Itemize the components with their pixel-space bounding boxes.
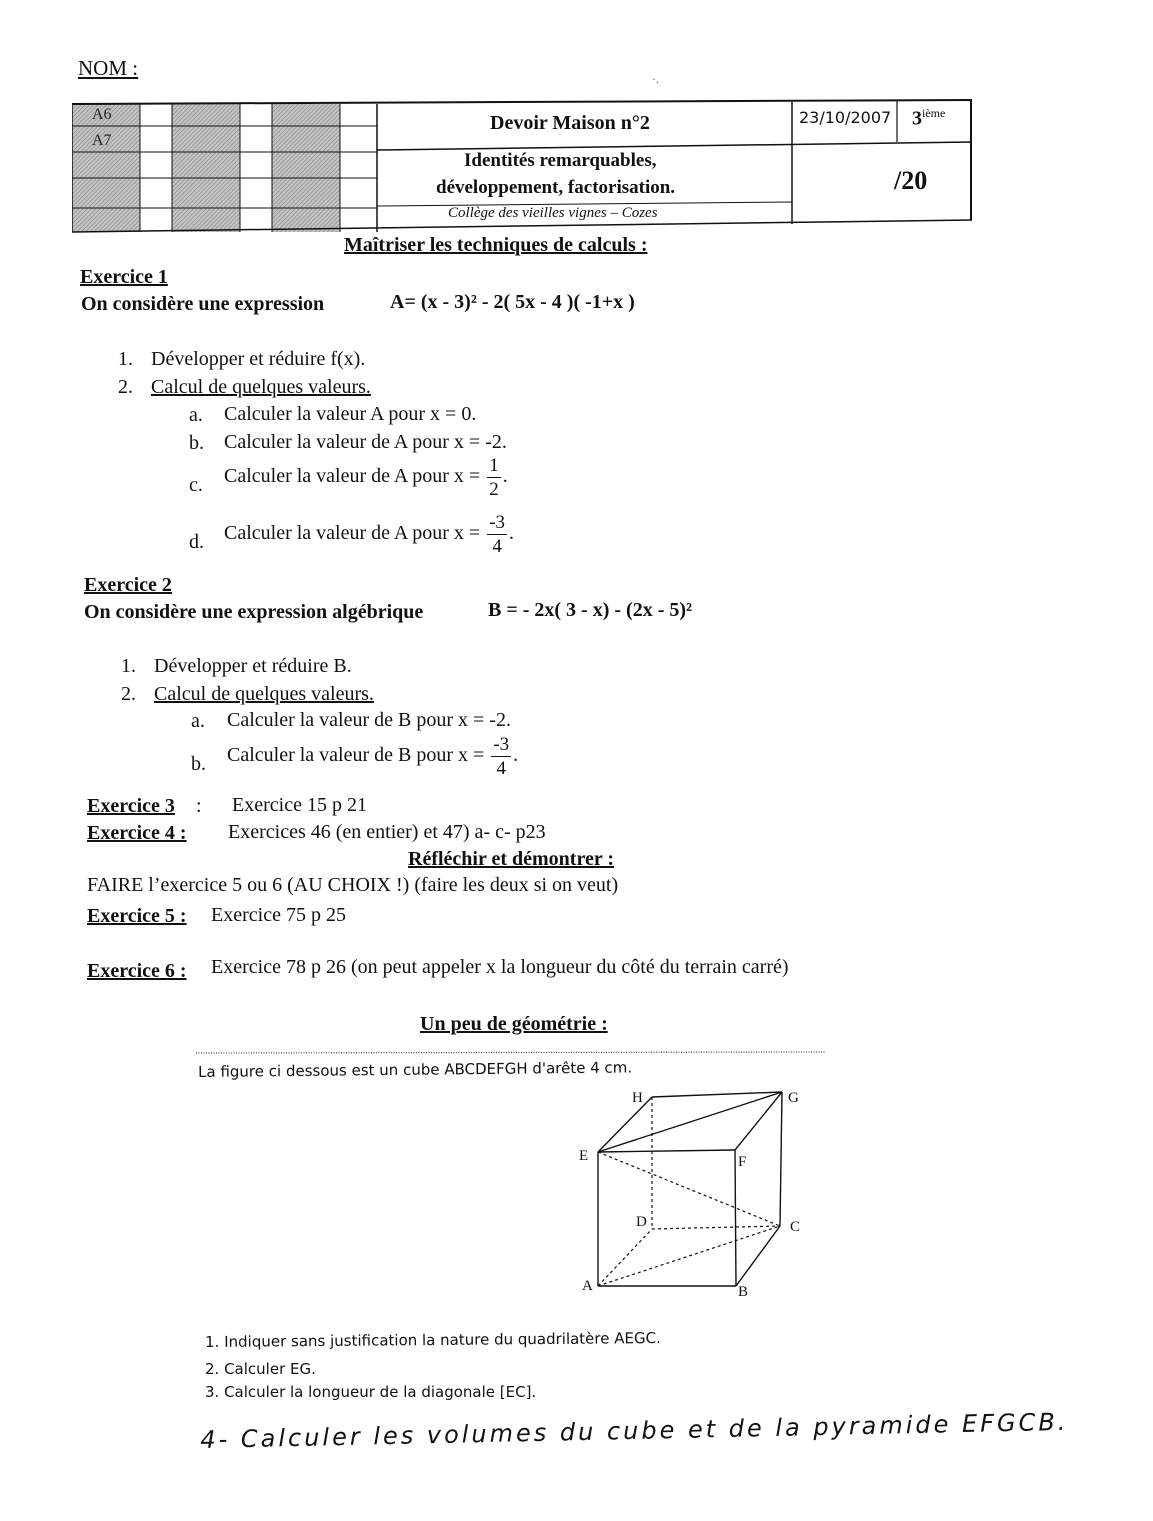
ex2-b-label: b. <box>191 753 206 775</box>
ex1-d-numerator: -3 <box>489 512 506 533</box>
ex1-d-text: Calculer la valeur de A pour x = <box>224 522 481 545</box>
vertex-label-b: B <box>738 1284 749 1300</box>
ex1-q1: Développer et réduire f(x). <box>151 348 366 370</box>
ex2-title: Exercice 2 <box>84 574 172 596</box>
vertex-label-f: F <box>738 1154 747 1170</box>
ex1-c-denominator: 2 <box>489 479 499 500</box>
diagonal-eg <box>598 1092 782 1152</box>
ex1-b: Calculer la valeur de A pour x = -2. <box>224 431 507 453</box>
class-level <box>912 106 945 131</box>
ex2-q1-number: 1. <box>121 655 136 677</box>
diagonal-ac <box>598 1226 780 1286</box>
ex2-b-denominator: 4 <box>496 758 506 779</box>
ex1-q1-number: 1. <box>118 348 133 370</box>
diagonal-ec <box>598 1152 780 1226</box>
scan-speck: ·. <box>652 72 659 86</box>
ex2-b-text: Calculer la valeur de B pour x = <box>227 744 485 767</box>
ex1-d-denominator: 4 <box>492 536 502 557</box>
edge-ef <box>598 1150 735 1152</box>
ex1-c <box>224 456 508 499</box>
vertex-label-a: A <box>582 1278 593 1294</box>
assignment-title: Devoir Maison n°2 <box>490 112 650 134</box>
ex1-title: Exercice 1 <box>80 266 168 288</box>
edge-dc <box>652 1226 780 1229</box>
dotted-rule <box>196 1050 828 1058</box>
vertex-label-e: E <box>579 1148 589 1164</box>
ex4-title: Exercice 4 : <box>87 822 187 844</box>
geo-q2: 2. Calculer EG. <box>205 1360 316 1378</box>
ex1-c-fraction <box>487 456 501 499</box>
choice-instructions: FAIRE l’exercice 5 ou 6 (AU CHOIX !) (faire les deux si on veut) <box>87 874 619 896</box>
edge-bc <box>736 1226 780 1286</box>
score-box: /20 <box>894 166 928 195</box>
cube-figure <box>570 1080 810 1300</box>
class-code-a7: A7 <box>92 132 112 149</box>
ex2-expression: B = - 2x( 3 - x) - (2x - 5)² <box>488 599 693 621</box>
vertex-label-g: G <box>788 1090 799 1106</box>
ex3-separator: : <box>196 795 202 817</box>
header-table <box>72 92 972 232</box>
ex3-text: Exercice 15 p 21 <box>232 794 367 816</box>
ex1-c-label: c. <box>189 474 203 496</box>
assignment-date: 23/10/2007 <box>799 108 892 127</box>
geometry-intro: La figure ci dessous est un cube ABCDEFGH d'arête 4 cm. <box>198 1058 633 1081</box>
edge-fb <box>735 1150 736 1286</box>
ex4-text: Exercices 46 (en entier) et 47) a- c- p23 <box>228 821 546 843</box>
ex2-b-end: . <box>513 744 519 767</box>
nom-label: NOM : <box>78 56 139 80</box>
section-title-calculs: Maîtriser les techniques de calculs : <box>344 234 648 256</box>
ex2-q2-number: 2. <box>121 683 136 705</box>
ex2-q2: Calcul de quelques valeurs. <box>154 683 374 705</box>
ex3-title: Exercice 3 <box>87 795 175 817</box>
ex6-text: Exercice 78 p 26 (on peut appeler x la longueur du côté du terrain carré) <box>211 956 789 978</box>
ex2-b-numerator: -3 <box>493 734 510 755</box>
geo-q1: 1. Indiquer sans justification la nature du quadrilatère AEGC. <box>205 1329 661 1351</box>
subject-line-2: développement, factorisation. <box>436 177 676 198</box>
ex5-text: Exercice 75 p 25 <box>211 904 346 926</box>
section-title-reflechir: Réfléchir et démontrer : <box>408 848 615 870</box>
ex1-c-numerator: 1 <box>489 455 499 476</box>
ex1-q2-number: 2. <box>118 376 133 398</box>
edge-fg <box>735 1092 782 1150</box>
subject-line-1: Identités remarquables, <box>464 150 657 171</box>
edge-hg <box>652 1092 782 1097</box>
ex1-d-label: d. <box>189 531 204 553</box>
vertex-label-d: D <box>636 1214 647 1230</box>
geo-q3: 3. Calculer la longueur de la diagonale [EC]. <box>205 1383 537 1401</box>
vertex-label-c: C <box>790 1219 801 1235</box>
ex2-b-fraction <box>491 735 511 778</box>
ex6-title: Exercice 6 : <box>87 960 187 982</box>
ex1-d <box>224 513 514 556</box>
vertex-label-h: H <box>632 1090 643 1106</box>
ex1-expression: A= (x - 3)² - 2( 5x - 4 )( -1+x ) <box>390 291 635 313</box>
class-level-sup: ième <box>922 106 946 120</box>
school-name: Collège des vieilles vignes – Cozes <box>448 205 658 221</box>
ex2-a: Calculer la valeur de B pour x = -2. <box>227 709 511 731</box>
ex1-b-label: b. <box>189 432 204 454</box>
class-level-num: 3 <box>912 107 922 130</box>
ex1-c-text: Calculer la valeur de A pour x = <box>224 465 481 488</box>
ex5-title: Exercice 5 : <box>87 905 187 927</box>
geo-q4-handwritten: 4- Calculer les volumes du cube et de la pyramide EFGCB. <box>200 1407 1069 1454</box>
ex1-d-fraction <box>487 513 507 556</box>
section-title-geometrie: Un peu de géométrie : <box>420 1013 608 1035</box>
ex2-q1: Développer et réduire B. <box>154 655 352 677</box>
class-code-a6: A6 <box>92 106 112 123</box>
ex1-d-end: . <box>509 522 515 545</box>
ex1-intro: On considère une expression <box>81 293 325 315</box>
ex2-b <box>227 735 518 778</box>
ex1-a: Calculer la valeur A pour x = 0. <box>224 403 477 425</box>
ex1-a-label: a. <box>189 404 203 426</box>
ex1-c-end: . <box>502 465 508 488</box>
edge-ad <box>598 1229 652 1286</box>
edge-gc <box>780 1092 782 1226</box>
ex2-a-label: a. <box>191 710 205 732</box>
ex1-q2: Calcul de quelques valeurs. <box>151 376 371 398</box>
ex2-intro: On considère une expression algébrique <box>84 601 424 623</box>
